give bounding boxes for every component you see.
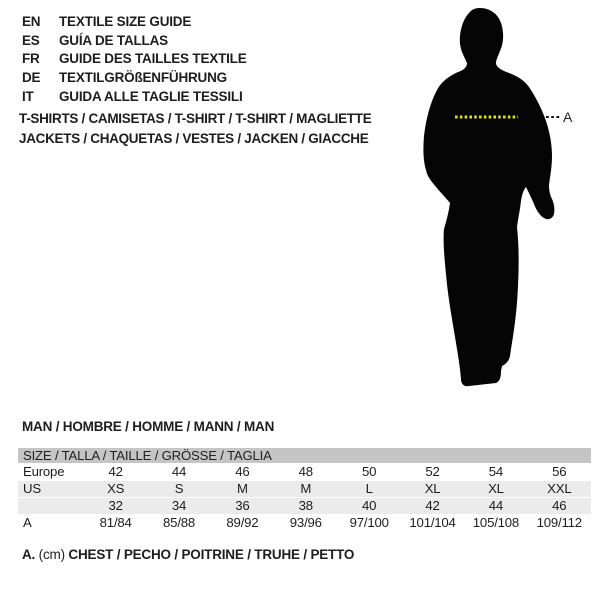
cell: 89/92 [226,515,259,530]
size-table-header: SIZE / TALLA / TAILLE / GRÖSSE / TAGLIA [18,448,591,463]
cell: XL [464,481,527,497]
cell: 93/96 [289,515,322,530]
cell: 50 [362,464,377,479]
language-title: GUIDE DES TAILLES TEXTILE [59,51,247,67]
table-row-alt-size [18,498,591,514]
table-row-europe [18,464,591,480]
cell: 46 [528,498,591,514]
cell: 81/84 [99,515,132,530]
row-label: Europe [23,464,65,479]
cell: M [274,481,337,497]
cell: 46 [235,464,250,479]
cell: L [338,481,401,497]
cell: 52 [425,464,440,479]
cell: S [147,481,210,497]
table-row-us [18,481,591,497]
cell: 34 [147,498,210,514]
cell: 36 [211,498,274,514]
cell: 97/100 [349,515,389,530]
row-label: US [18,481,84,497]
cell: 56 [552,464,567,479]
language-code: ES [22,32,40,48]
cell: 105/108 [472,515,520,530]
measurement-footnote [22,547,354,562]
row-label [18,498,84,514]
cell: 44 [171,464,187,479]
size-table-header-row [18,448,591,463]
language-code: EN [22,14,41,29]
footnote-text: CHEST / PECHO / POITRINE / TRUHE / PETTO [68,547,355,562]
cell: 38 [274,498,337,514]
cell: 32 [84,498,147,514]
language-code: DE [22,70,41,86]
section-title-man: MAN / HOMBRE / HOMME / MANN / MAN [22,419,275,434]
table-row-chest-a [18,515,591,531]
cell: 109/112 [536,515,582,530]
cell: XS [84,481,147,497]
language-code: IT [22,88,34,104]
language-title: TEXTILE SIZE GUIDE [59,14,192,29]
cell: 101/104 [409,515,456,530]
category-tshirts: T-SHIRTS / CAMISETAS / T-SHIRT / T-SHIRT / MAGLIETTE [19,111,372,126]
footnote-unit: (cm) [38,547,65,562]
cell: 85/88 [163,515,196,530]
cell: 42 [401,498,464,514]
size-table [18,447,591,532]
cell: 40 [338,498,401,514]
language-title: GUÍA DE TALLAS [59,32,168,48]
cell: 42 [108,464,123,479]
measure-label-a: A [563,109,573,125]
language-title: GUIDA ALLE TAGLIE TESSILI [59,88,243,104]
cell: 48 [298,464,313,479]
language-title: TEXTILGRÖßENFÜHRUNG [59,70,227,86]
cell: XL [401,481,464,497]
cell: 44 [464,498,527,514]
row-label: A [23,515,32,530]
category-jackets: JACKETS / CHAQUETAS / VESTES / JACKEN / GIACCHE [19,130,369,146]
cell: M [211,481,274,497]
language-code: FR [22,51,40,67]
man-silhouette [423,8,554,386]
footnote-prefix: A. [22,547,36,562]
cell: 54 [488,464,504,479]
cell: XXL [528,481,591,497]
